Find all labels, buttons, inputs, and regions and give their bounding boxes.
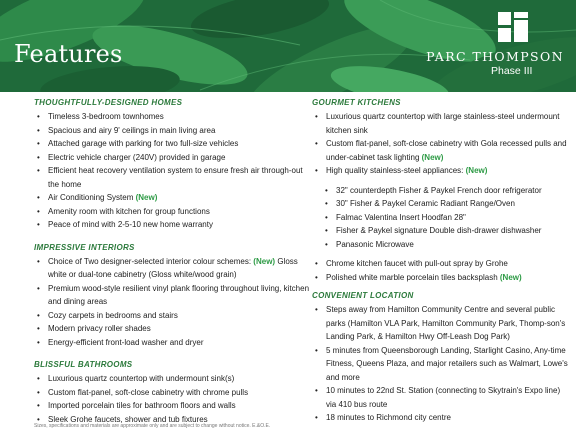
list-item <box>312 164 570 178</box>
new-badge: (New) <box>465 166 488 175</box>
list-item: • Timeless 3-bedroom townhomes <box>34 110 310 124</box>
list-item: • Spacious and airy 9' ceilings in main living area <box>34 124 310 138</box>
location-list <box>312 303 570 425</box>
interiors-list <box>34 255 310 350</box>
list-item: • Chrome kitchen faucet with pull-out spray by Grohe <box>312 257 570 271</box>
list-item <box>312 271 570 285</box>
appliance-item: • 32" counterdepth Fisher & Paykel French door refrigerator <box>322 184 570 198</box>
list-item-text: Polished white marble porcelain tiles backsplash <box>326 272 498 282</box>
appliance-item: • Falmac Valentina Insert Hoodfan 28" <box>322 211 570 225</box>
appliance-item: • Panasonic Microwave <box>322 238 570 252</box>
list-item: • Custom flat-panel, soft-close cabinetry with chrome pulls <box>34 386 310 400</box>
list-item: • Luxurious quartz countertop with large stainless-steel undermount kitchen sink <box>312 110 570 137</box>
list-item-text: Custom flat-panel, soft-close cabinetry with Gola recessed pulls and under-cabinet task lighting <box>326 139 567 162</box>
list-item-text: Choice of Two designer-selected interior colour schemes: <box>48 256 252 266</box>
list-item: • Attached garage with parking for two full-size vehicles <box>34 137 310 151</box>
new-badge: (New) <box>499 272 522 282</box>
list-item: • Sleek Grohe faucets, shower and tub fixtures <box>34 413 310 427</box>
new-badge: (New) <box>421 152 444 162</box>
list-item: • Imported porcelain tiles for bathroom floors and walls <box>34 399 310 413</box>
right-column <box>312 97 570 425</box>
list-item: • Peace of mind with 2-5-10 new home warranty <box>34 218 310 232</box>
list-item: • Electric vehicle charger (240V) provided in garage <box>34 151 310 165</box>
list-item: • Cozy carpets in bedrooms and stairs <box>34 309 310 323</box>
list-item-text: High quality stainless-steel appliances: <box>326 166 464 175</box>
list-item: • Luxurious quartz countertop with undermount sink(s) <box>34 372 310 386</box>
parc-thompson-logo-icon <box>498 12 528 42</box>
list-item: • Premium wood-style resilient vinyl plank flooring throughout living, kitchen and dining areas <box>34 282 310 309</box>
disclaimer-footnote: Sizes, specifications and materials are approximate only and are subject to change without notice. E.&O.E. <box>34 423 271 429</box>
list-item: • 18 minutes to Richmond city centre <box>312 411 570 425</box>
list-item: • 10 minutes to 22nd St. Station (connecting to Skytrain's Expo line) via 410 bus route <box>312 384 570 411</box>
appliance-item: • Fisher & Paykel signature Double dish-drawer dishwasher <box>322 224 570 238</box>
list-item-text: Air Conditioning System <box>48 193 134 202</box>
section-heading-kitchens: GOURMET KITCHENS <box>312 98 401 107</box>
list-item-text: Gloss white or dual-tone cabinetry (Gloss white/wood grain) <box>48 256 298 279</box>
list-item: • Energy-efficient front-load washer and dryer <box>34 336 310 350</box>
list-item <box>34 255 310 282</box>
list-item: • Steps away from Hamilton Community Centre and several public parks (Hamilton VLA Park, Hamilton Community Park, Thomp-son's Landing Park, & Hamilton Hwy Off-Leash Dog Park) <box>312 303 570 344</box>
section-heading-homes: THOUGHTFULLY-DESIGNED HOMES <box>34 98 183 107</box>
left-column <box>34 97 310 426</box>
list-item <box>34 191 310 205</box>
bathrooms-list <box>34 372 310 426</box>
new-badge: (New) <box>135 193 158 202</box>
appliance-item: • 30" Fisher & Paykel Ceramic Radiant Range/Oven <box>322 197 570 211</box>
section-heading-location: CONVENIENT LOCATION <box>312 291 414 300</box>
homes-list <box>34 110 310 232</box>
brand-phase: Phase III <box>491 65 533 77</box>
list-item: • Efficient heat recovery ventilation system to ensure fresh air through-out the home <box>34 164 310 191</box>
list-item: • Amenity room with kitchen for group functions <box>34 205 310 219</box>
kitchens-list <box>312 110 570 178</box>
new-badge: (New) <box>253 256 276 266</box>
appliances-list <box>312 184 570 252</box>
header-banner <box>0 0 576 92</box>
kitchens-list-2 <box>312 257 570 284</box>
brand-name: PARC THOMPSON <box>426 49 564 64</box>
section-heading-interiors: IMPRESSIVE INTERIORS <box>34 242 135 252</box>
page-title: Features <box>14 40 123 68</box>
list-item: • 5 minutes from Queensborough Landing, Starlight Casino, Any-time Fitness, Queens Plaza, and major retailers such as Walmart, Lowe's and more <box>312 344 570 385</box>
list-item <box>312 137 570 164</box>
list-item: • Modern privacy roller shades <box>34 322 310 336</box>
section-heading-bathrooms: BLISSFUL BATHROOMS <box>34 360 133 369</box>
